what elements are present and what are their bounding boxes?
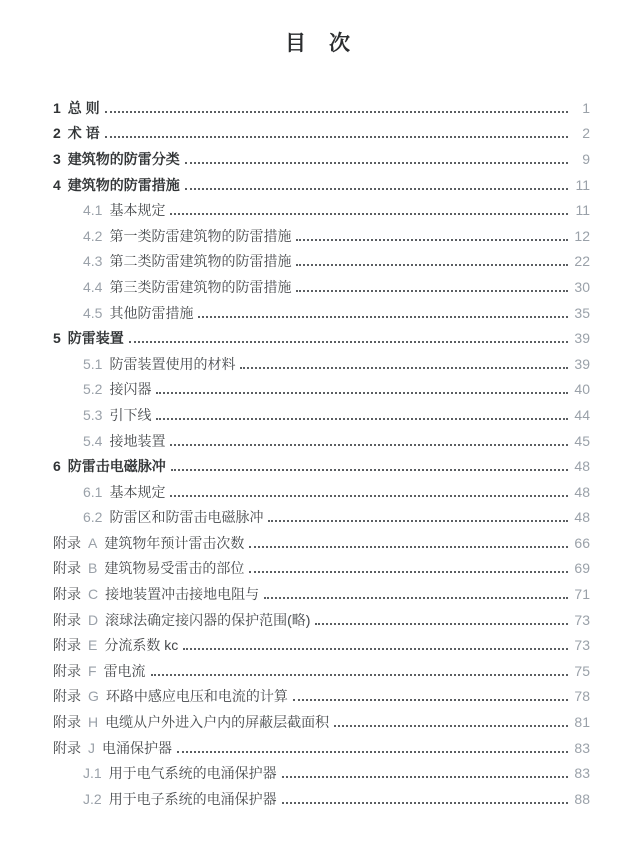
- entry-title: 电缆从户外进入户内的屏蔽层截面积: [105, 714, 330, 731]
- entry-number: 4.1: [83, 202, 103, 219]
- dot-leader: [170, 444, 568, 446]
- dot-leader: [185, 188, 568, 190]
- entry-number: 5.4: [83, 432, 103, 449]
- page-number: 39: [574, 330, 590, 347]
- entry-number: 4.3: [83, 253, 103, 270]
- page-number: 11: [575, 202, 590, 219]
- page-title: 目 次: [285, 32, 351, 55]
- dot-leader: [198, 316, 568, 318]
- toc-entry: [53, 351, 590, 377]
- toc-entry: [53, 760, 590, 786]
- page-number: 1: [582, 99, 590, 116]
- dot-leader: [296, 264, 568, 266]
- entry-title: 防雷装置: [67, 330, 124, 347]
- page-number: 83: [574, 765, 590, 782]
- page-number: 39: [574, 355, 590, 372]
- page-number: 30: [574, 278, 590, 295]
- toc-entry: [53, 581, 590, 607]
- dot-leader: [240, 367, 568, 369]
- dot-leader: [249, 546, 568, 548]
- entry-number: 6: [53, 458, 61, 475]
- page-number: 45: [574, 432, 590, 449]
- toc-entry: [53, 735, 590, 761]
- entry-number: J.2: [83, 790, 102, 807]
- toc-entry: [53, 428, 590, 454]
- entry-number: 3: [53, 150, 61, 167]
- entry-title: 建筑物的防雷分类: [67, 150, 180, 167]
- toc-entry: [53, 786, 590, 812]
- dot-leader: [170, 495, 568, 497]
- page-number: 48: [574, 483, 590, 500]
- toc-entry: [53, 249, 590, 275]
- page-number: 88: [574, 790, 590, 807]
- entry-prefix: 附录: [53, 688, 81, 705]
- dot-leader: [296, 239, 568, 241]
- dot-leader: [129, 341, 568, 343]
- page-number: 83: [574, 739, 590, 756]
- entry-title: 接闪器: [109, 381, 152, 398]
- entry-number: 5.3: [83, 406, 103, 423]
- page-number: 73: [574, 611, 590, 628]
- entry-title: 第二类防雷建筑物的防雷措施: [109, 253, 292, 270]
- entry-title: 基本规定: [109, 483, 166, 500]
- page-number: 78: [574, 688, 590, 705]
- entry-number: H: [88, 714, 99, 731]
- entry-prefix: 附录: [53, 662, 81, 679]
- entry-title: 建筑物易受雷击的部位: [104, 560, 245, 577]
- page-number: 11: [575, 176, 590, 193]
- page-number: 75: [574, 662, 590, 679]
- toc-list: [53, 95, 590, 812]
- entry-title: 用于电气系统的电涌保护器: [108, 765, 277, 782]
- dot-leader: [282, 776, 568, 778]
- entry-title: 电涌保护器: [102, 739, 172, 756]
- page-number: 22: [574, 253, 590, 270]
- toc-entry: [53, 709, 590, 735]
- entry-prefix: 附录: [53, 637, 81, 654]
- entry-title: 引下线: [109, 406, 152, 423]
- entry-prefix: 附录: [53, 586, 81, 603]
- entry-prefix: 附录: [53, 714, 81, 731]
- entry-prefix: 附录: [53, 611, 81, 628]
- dot-leader: [334, 725, 568, 727]
- toc-entry: [53, 479, 590, 505]
- dot-leader: [282, 802, 568, 804]
- entry-number: C: [88, 586, 99, 603]
- page-number: 2: [582, 125, 590, 142]
- page-number: 48: [574, 458, 590, 475]
- page-number: 81: [574, 714, 590, 731]
- page-number: 44: [574, 406, 590, 423]
- page-number: 9: [582, 150, 590, 167]
- dot-leader: [105, 136, 568, 138]
- toc-entry: [53, 402, 590, 428]
- page-number: 73: [574, 637, 590, 654]
- dot-leader: [268, 520, 568, 522]
- entry-number: 4.4: [83, 278, 103, 295]
- entry-title: 术 语: [67, 125, 100, 142]
- toc-entry: [53, 223, 590, 249]
- entry-number: 6.2: [83, 509, 103, 526]
- entry-number: J.1: [83, 765, 102, 782]
- dot-leader: [156, 392, 568, 394]
- toc-entry: [53, 607, 590, 633]
- dot-leader: [171, 469, 568, 471]
- dot-leader: [293, 699, 568, 701]
- entry-number: G: [88, 688, 99, 705]
- entry-title: 防雷装置使用的材料: [109, 355, 236, 372]
- toc-entry: [53, 95, 590, 121]
- toc-entry: [53, 658, 590, 684]
- entry-prefix: 附录: [53, 739, 81, 756]
- toc-entry: [53, 684, 590, 710]
- dot-leader: [151, 674, 568, 676]
- entry-prefix: 附录: [53, 560, 81, 577]
- toc-entry: [53, 377, 590, 403]
- dot-leader: [105, 111, 568, 113]
- toc-entry: [53, 505, 590, 531]
- dot-leader: [183, 648, 568, 650]
- dot-leader: [177, 751, 568, 753]
- page-number: 35: [574, 304, 590, 321]
- entry-title: 第一类防雷建筑物的防雷措施: [109, 227, 292, 244]
- entry-title: 其他防雷措施: [109, 304, 194, 321]
- entry-number: E: [88, 637, 98, 654]
- entry-title: 接地装置冲击接地电阻与: [105, 586, 260, 603]
- entry-number: 2: [53, 125, 61, 142]
- page-number: 66: [574, 534, 590, 551]
- toc-entry: [53, 530, 590, 556]
- entry-title: 第三类防雷建筑物的防雷措施: [109, 278, 292, 295]
- toc-entry: [53, 146, 590, 172]
- entry-title: 防雷区和防雷击电磁脉冲: [109, 509, 264, 526]
- toc-entry: [53, 453, 590, 479]
- entry-number: B: [88, 560, 98, 577]
- entry-title: 环路中感应电压和电流的计算: [105, 688, 288, 705]
- entry-title: 滚球法确定接闪器的保护范围(略): [105, 611, 311, 628]
- dot-leader: [296, 290, 568, 292]
- entry-title: 接地装置: [109, 432, 166, 449]
- entry-number: A: [88, 534, 98, 551]
- dot-leader: [315, 623, 568, 625]
- entry-number: 4.5: [83, 304, 103, 321]
- page-number: 48: [574, 509, 590, 526]
- entry-number: 5.1: [83, 355, 103, 372]
- toc-entry: [53, 325, 590, 351]
- entry-number: F: [88, 662, 97, 679]
- entry-title: 建筑物的防雷措施: [67, 176, 180, 193]
- entry-number: 4.2: [83, 227, 103, 244]
- toc-entry: [53, 556, 590, 582]
- dot-leader: [249, 571, 568, 573]
- toc-entry: [53, 300, 590, 326]
- entry-number: 4: [53, 176, 61, 193]
- page-number: 71: [574, 586, 590, 603]
- entry-title: 用于电子系统的电涌保护器: [108, 790, 277, 807]
- entry-title: 建筑物年预计雷击次数: [104, 534, 245, 551]
- entry-prefix: 附录: [53, 534, 81, 551]
- toc-entry: [53, 172, 590, 198]
- entry-number: 6.1: [83, 483, 103, 500]
- page-number: 69: [574, 560, 590, 577]
- page-number: 40: [574, 381, 590, 398]
- dot-leader: [170, 213, 568, 215]
- entry-title: 防雷击电磁脉冲: [67, 458, 166, 475]
- toc-entry: [53, 274, 590, 300]
- toc-entry: [53, 197, 590, 223]
- entry-number: 1: [53, 99, 61, 116]
- dot-leader: [156, 418, 568, 420]
- entry-number: 5: [53, 330, 61, 347]
- entry-number: J: [88, 739, 95, 756]
- entry-title: 基本规定: [109, 202, 166, 219]
- toc-entry: [53, 632, 590, 658]
- page-number: 12: [574, 227, 590, 244]
- dot-leader: [264, 597, 568, 599]
- entry-number: D: [88, 611, 99, 628]
- entry-title: 分流系数 kc: [104, 637, 179, 654]
- dot-leader: [185, 162, 568, 164]
- entry-title: 总 则: [67, 99, 100, 116]
- toc-entry: [53, 121, 590, 147]
- entry-title: 雷电流: [103, 662, 146, 679]
- entry-number: 5.2: [83, 381, 103, 398]
